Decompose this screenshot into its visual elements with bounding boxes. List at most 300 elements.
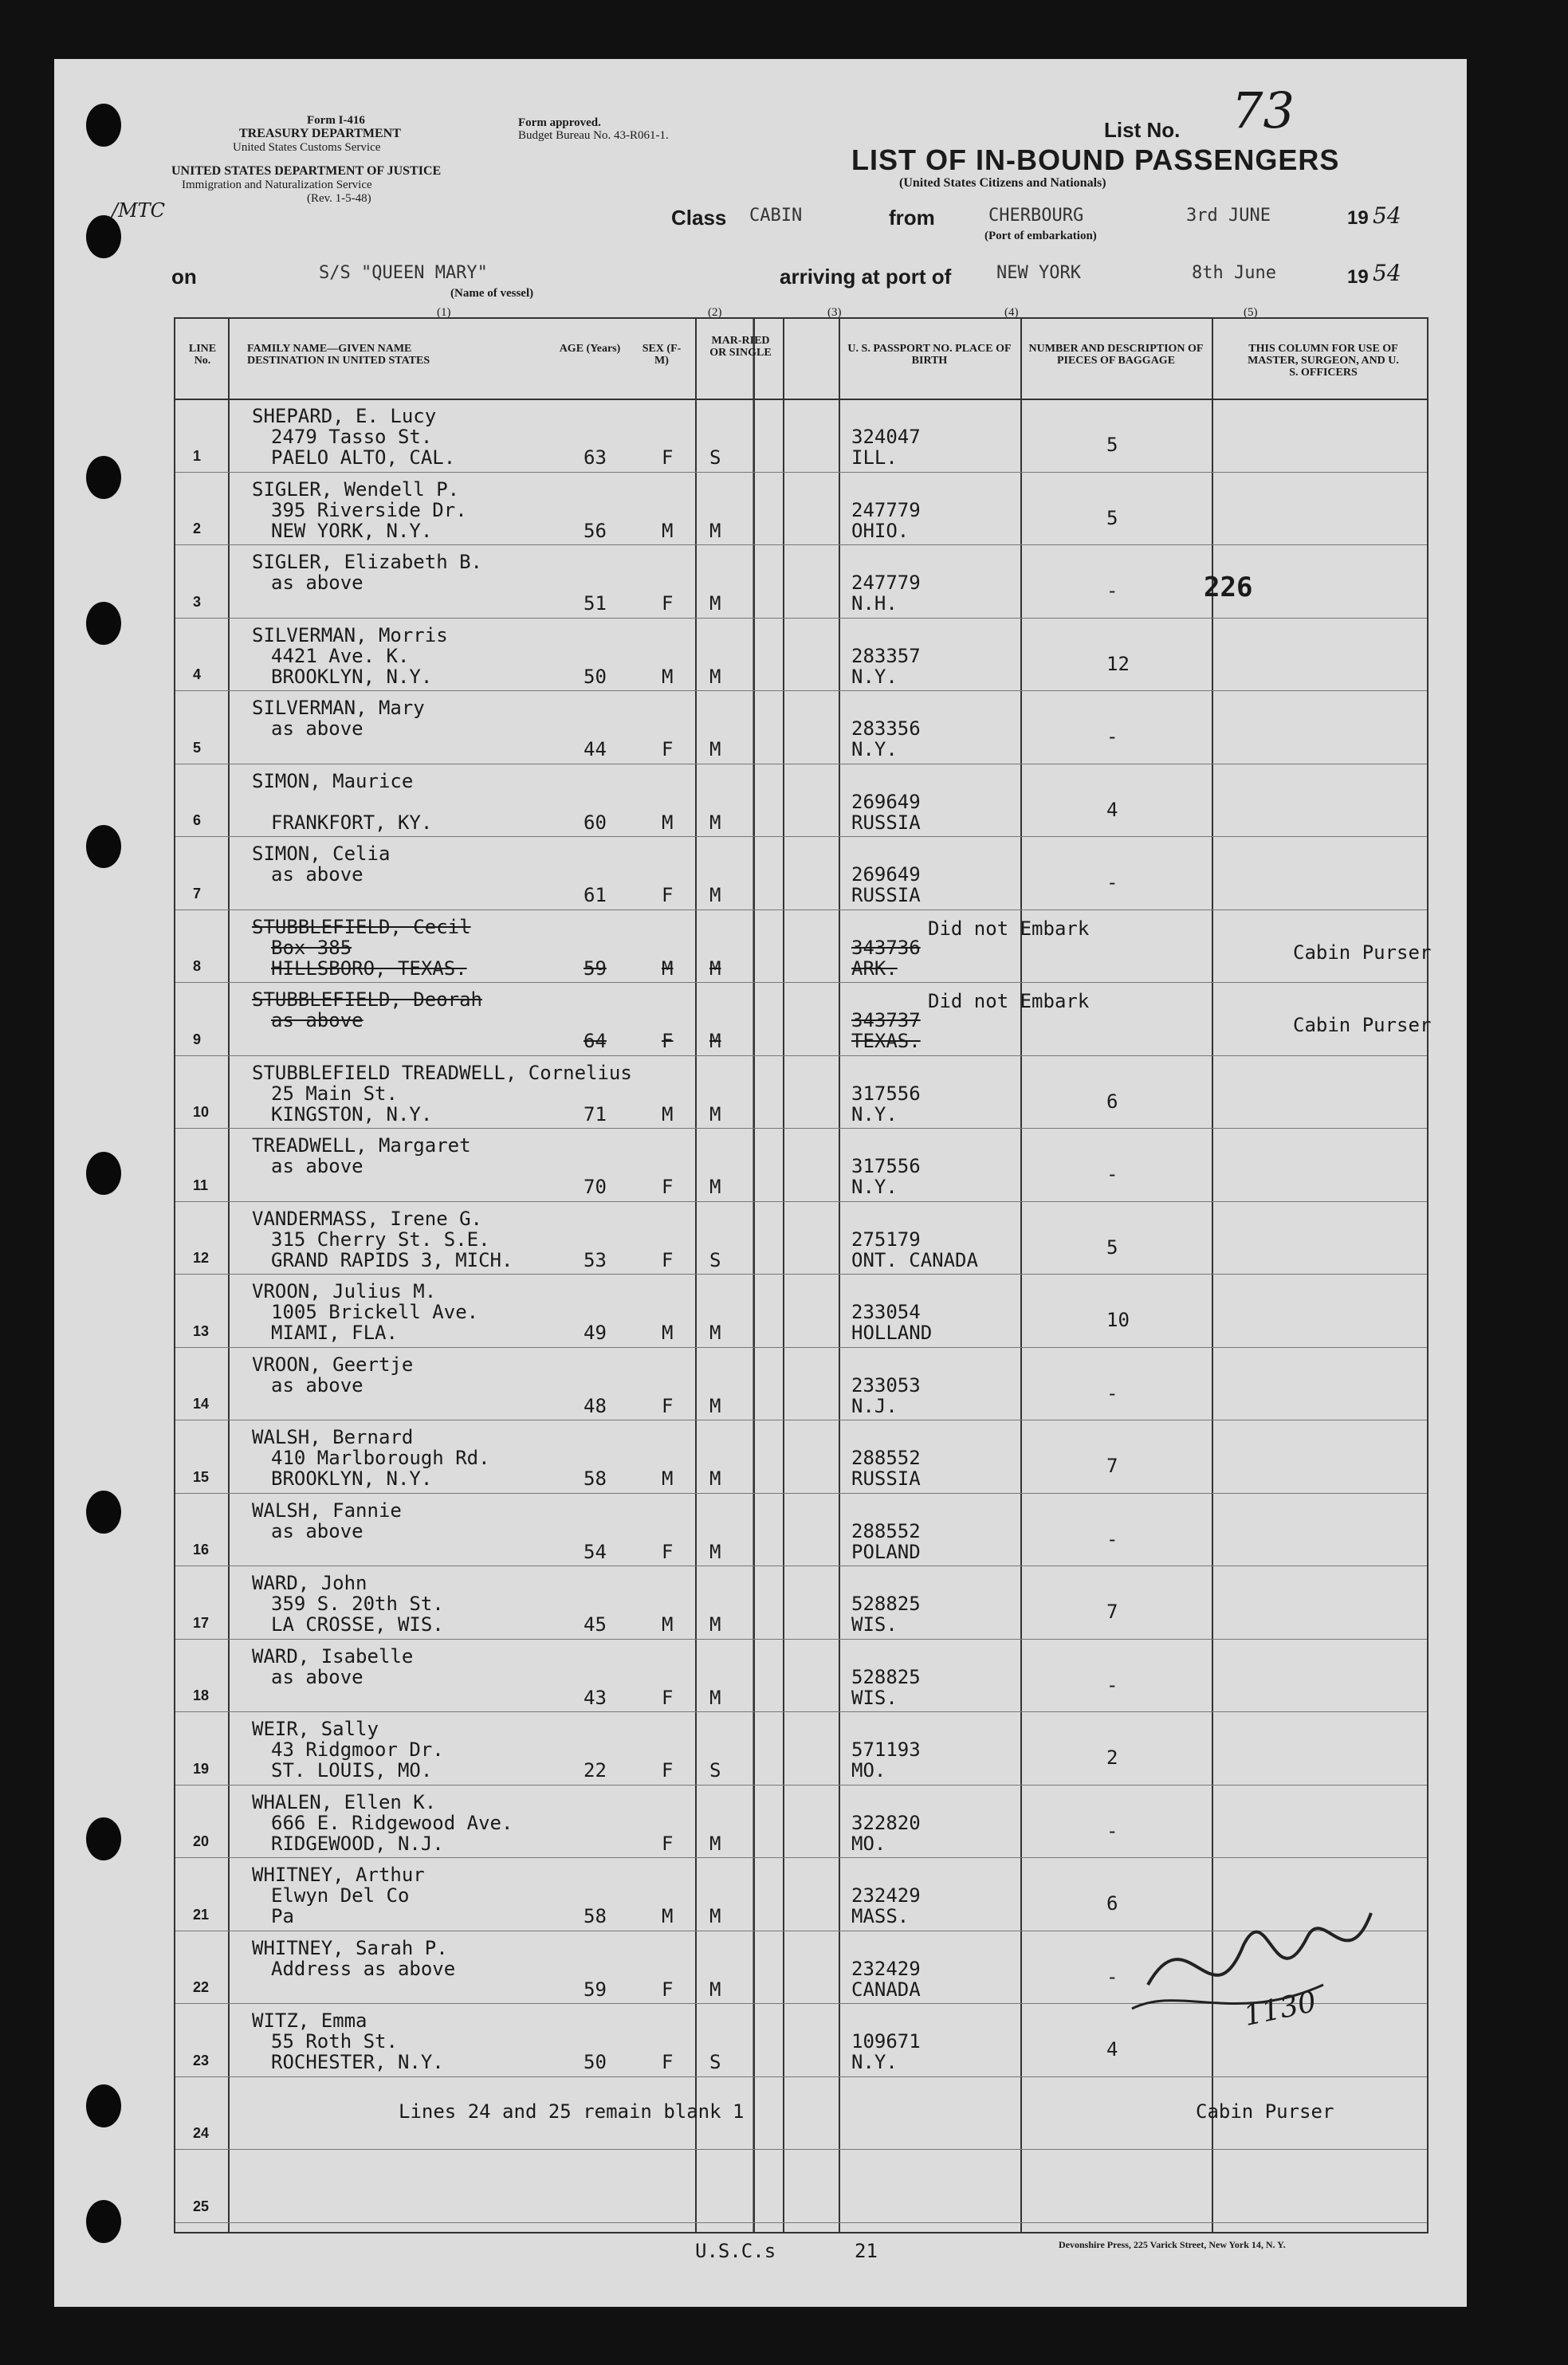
passport-number: 343737	[851, 1009, 921, 1031]
sex: F	[662, 1759, 674, 1782]
place-of-birth: CANADA	[851, 1978, 921, 2001]
table-row	[175, 618, 1427, 692]
sex: F	[662, 738, 674, 760]
vessel-name: S/S "QUEEN MARY"	[319, 263, 488, 283]
age: 60	[584, 811, 607, 834]
baggage-count: -	[1106, 1965, 1118, 1988]
marital-status: M	[709, 665, 721, 688]
address-line-1: Box 385	[271, 936, 352, 959]
address-line-1: as above	[271, 717, 364, 740]
line-number: 18	[193, 1687, 210, 1703]
sex: M	[662, 1905, 674, 1927]
address-line-2: KINGSTON, N.Y.	[271, 1102, 433, 1126]
table-row	[175, 472, 1427, 546]
baggage-count: 7	[1106, 1455, 1118, 1477]
col-header-married: MAR-RIED OR SINGLE	[709, 335, 772, 359]
list-number: 73	[1232, 81, 1295, 139]
line-number: 4	[193, 666, 202, 682]
place-of-birth: N.Y.	[851, 1102, 898, 1126]
binder-hole	[86, 215, 121, 258]
passenger-name: SIMON, Celia	[252, 843, 391, 865]
address-line-1: as above	[271, 1009, 364, 1031]
passenger-name: STUBBLEFIELD, Deorah	[252, 988, 482, 1011]
marital-status: M	[709, 519, 721, 542]
ins-service: Immigration and Naturalization Service	[182, 179, 372, 191]
passport-number: 232429	[851, 1884, 921, 1907]
sex: F	[662, 1832, 674, 1855]
col-header-age: AGE (Years)	[559, 343, 621, 355]
list-number-label: List No.	[1104, 118, 1181, 142]
arriving-label: arriving at port of	[780, 265, 952, 289]
binder-hole	[86, 104, 121, 147]
page-subtitle: (United States Citizens and Nationals)	[899, 176, 1106, 190]
baggage-count: -	[1106, 579, 1118, 602]
marital-status: M	[709, 1832, 721, 1855]
address-line-1: as above	[271, 863, 364, 886]
passenger-name: SILVERMAN, Mary	[252, 697, 425, 719]
table-row	[175, 1420, 1427, 1494]
age: 70	[584, 1176, 607, 1198]
marital-status: M	[709, 1978, 721, 2001]
age: 44	[584, 738, 607, 760]
passport-number: 283357	[851, 644, 921, 667]
sex: M	[662, 519, 674, 542]
address-line-1: 4421 Ave. K.	[271, 644, 410, 667]
sex: F	[662, 592, 674, 615]
table-row	[175, 1566, 1427, 1640]
age: 63	[584, 446, 607, 469]
table-row	[175, 1055, 1427, 1129]
baggage-count: -	[1106, 1673, 1118, 1696]
passport-number: 322820	[851, 1811, 921, 1834]
sex: F	[662, 884, 674, 906]
col-number-4: (4)	[1004, 306, 1019, 319]
passport-number: 571193	[851, 1738, 921, 1761]
table-row	[175, 544, 1427, 619]
passenger-name: WHITNEY, Arthur	[252, 1864, 425, 1886]
place-of-birth: ONT. CANADA	[851, 1248, 978, 1271]
passport-number: 233053	[851, 1373, 921, 1397]
address-line-1: 395 Riverside Dr.	[271, 498, 467, 521]
sex: M	[662, 1467, 674, 1490]
address-line-1: as above	[271, 1155, 364, 1177]
passport-number: 317556	[851, 1155, 921, 1177]
table-row	[175, 399, 1427, 473]
passport-number: 283356	[851, 717, 921, 740]
age: 59	[584, 1978, 607, 2001]
address-line-1: 410 Marlborough Rd.	[271, 1447, 490, 1469]
passport-number: 247779	[851, 572, 921, 594]
sex: M	[662, 957, 674, 980]
class-value: CABIN	[749, 206, 803, 226]
passenger-name: STUBBLEFIELD TREADWELL, Cornelius	[252, 1061, 632, 1084]
line-number: 2	[193, 521, 202, 536]
sex: M	[662, 1102, 674, 1126]
table-row	[175, 1785, 1427, 1859]
passport-number: 288552	[851, 1519, 921, 1542]
address-line-1: 43 Ridgmoor Dr.	[271, 1738, 444, 1761]
signature-scribble	[1116, 1865, 1419, 2041]
age: 58	[584, 1905, 607, 1927]
passenger-name: WARD, Isabelle	[252, 1644, 414, 1668]
baggage-count: -	[1106, 871, 1118, 894]
table-row	[175, 1201, 1427, 1275]
baggage-count: 2	[1106, 1746, 1118, 1769]
passenger-name: WALSH, Fannie	[252, 1499, 402, 1522]
age: 59	[584, 957, 607, 980]
baggage-note: Did not Embark	[928, 917, 1090, 940]
passenger-name: WALSH, Bernard	[252, 1426, 414, 1448]
address-line-2: BROOKLYN, N.Y.	[271, 665, 433, 688]
marital-status: M	[709, 1905, 721, 1927]
passenger-name: SIGLER, Elizabeth B.	[252, 551, 482, 573]
officer-note: 226	[1204, 572, 1253, 603]
baggage-count: -	[1106, 1527, 1118, 1550]
binder-hole	[86, 2200, 121, 2243]
address-line-2: RIDGEWOOD, N.J.	[271, 1832, 444, 1855]
table-row	[175, 1347, 1427, 1421]
binder-hole	[86, 602, 121, 645]
place-of-birth: WIS.	[851, 1613, 898, 1636]
from-label: from	[889, 206, 935, 230]
address-line-2: ROCHESTER, N.Y.	[271, 2051, 444, 2073]
arrival-date: 8th June	[1192, 263, 1276, 283]
line-number: 10	[193, 1104, 210, 1120]
table-row	[175, 1128, 1427, 1202]
place-of-birth: MO.	[851, 1832, 886, 1855]
line-number: 20	[193, 1833, 210, 1849]
mtc-mark: /MTC	[112, 199, 166, 222]
passenger-name: SHEPARD, E. Lucy	[252, 405, 437, 427]
sex: F	[662, 1248, 674, 1271]
line-number: 16	[193, 1542, 210, 1558]
passport-number: 343736	[851, 936, 921, 959]
col-header-baggage: NUMBER AND DESCRIPTION OF PIECES OF BAGGAGE	[1028, 343, 1204, 367]
col-number-3: (3)	[827, 306, 842, 319]
age: 43	[584, 1686, 607, 1709]
passport-number: 288552	[851, 1447, 921, 1469]
age: 50	[584, 2051, 607, 2073]
address-line-2: HILLSBORO, TEXAS.	[271, 957, 467, 980]
address-line-2: ST. LOUIS, MO.	[271, 1759, 433, 1782]
customs-service: United States Customs Service	[233, 141, 381, 154]
place-of-birth: ARK.	[851, 957, 898, 980]
from-value: CHERBOURG	[988, 206, 1084, 226]
marital-status: M	[709, 957, 721, 980]
age: 51	[584, 592, 607, 615]
col-header-name: FAMILY NAME—GIVEN NAME DESTINATION IN UNITED STATES	[247, 343, 430, 367]
address-line-1: 359 S. 20th St.	[271, 1593, 444, 1615]
footer-page-number: 21	[855, 2240, 878, 2262]
treasury-dept: TREASURY DEPARTMENT	[239, 127, 401, 140]
age: 58	[584, 1467, 607, 1490]
passport-number: 317556	[851, 1082, 921, 1105]
passenger-name: WHALEN, Ellen K.	[252, 1790, 437, 1813]
marital-status: M	[709, 1613, 721, 1636]
sex: F	[662, 446, 674, 469]
departure-year-prefix: 19	[1347, 207, 1369, 229]
baggage-note: Did not Embark	[928, 990, 1090, 1012]
marital-status: M	[709, 1102, 721, 1126]
marital-status: M	[709, 1030, 721, 1052]
line-number: 13	[193, 1322, 210, 1339]
table-row	[175, 2149, 1427, 2223]
sex: F	[662, 2051, 674, 2073]
address-line-2: BROOKLYN, N.Y.	[271, 1467, 433, 1490]
baggage-count: 5	[1106, 1236, 1118, 1259]
baggage-count: -	[1106, 1819, 1118, 1842]
marital-status: M	[709, 738, 721, 760]
baggage-count: 12	[1106, 652, 1130, 675]
marital-status: M	[709, 592, 721, 615]
passenger-name: SILVERMAN, Morris	[252, 623, 448, 646]
address-line-1: 55 Roth St.	[271, 2030, 398, 2053]
place-of-birth: N.Y.	[851, 665, 898, 688]
address-line-2: Pa	[271, 1905, 294, 1927]
table-row	[175, 690, 1427, 764]
officer-note: Cabin Purser	[1293, 1014, 1432, 1036]
place-of-birth: N.H.	[851, 592, 898, 615]
line-number: 8	[193, 958, 202, 974]
passenger-name: WEIR, Sally	[252, 1718, 379, 1740]
place-of-birth: TEXAS.	[851, 1030, 921, 1052]
marital-status: S	[709, 2051, 721, 2073]
arrival-year-prefix: 19	[1347, 266, 1369, 288]
line-number: 9	[193, 1031, 202, 1047]
address-line-1: Address as above	[271, 1957, 456, 1980]
passenger-name: SIMON, Maurice	[252, 769, 414, 792]
marital-status: M	[709, 811, 721, 834]
address-line-1: as above	[271, 1373, 364, 1397]
line-number: 23	[193, 2052, 210, 2068]
justice-dept: UNITED STATES DEPARTMENT OF JUSTICE	[171, 164, 442, 178]
passenger-name: TREADWELL, Margaret	[252, 1134, 471, 1157]
sex: M	[662, 665, 674, 688]
line-number: 19	[193, 1760, 210, 1777]
address-line-2: MIAMI, FLA.	[271, 1322, 398, 1344]
officer-note: Cabin Purser	[1196, 2100, 1334, 2123]
passenger-name: STUBBLEFIELD, Cecil	[252, 915, 471, 938]
passenger-name: SIGLER, Wendell P.	[252, 477, 460, 501]
binder-hole	[86, 825, 121, 868]
passport-number: 109671	[851, 2030, 921, 2053]
address-line-1: 666 E. Ridgewood Ave.	[271, 1811, 513, 1834]
line-number: 6	[193, 812, 202, 828]
form-number: Form I-416	[307, 114, 365, 127]
place-of-birth: HOLLAND	[851, 1322, 933, 1344]
page-title: LIST OF IN-BOUND PASSENGERS	[851, 143, 1340, 176]
port-caption: (Port of embarkation)	[984, 230, 1097, 242]
binder-hole	[86, 1152, 121, 1195]
line-number: 1	[193, 447, 202, 464]
age: 53	[584, 1248, 607, 1271]
address-line-2: LA CROSSE, WIS.	[271, 1613, 444, 1636]
line-number: 22	[193, 1979, 210, 1995]
marital-status: M	[709, 1322, 721, 1344]
footer-printer: Devonshire Press, 225 Varick Street, New York 14, N. Y.	[1059, 2239, 1286, 2250]
departure-year: 54	[1373, 202, 1401, 229]
line-number: 15	[193, 1468, 210, 1485]
line-number: 7	[193, 885, 202, 902]
class-label: Class	[671, 206, 727, 230]
age: 56	[584, 519, 607, 542]
col-header-officers: THIS COLUMN FOR USE OF MASTER, SURGEON, AND U. S. OFFICERS	[1248, 343, 1399, 379]
sex: M	[662, 1322, 674, 1344]
address-line-1: Elwyn Del Co	[271, 1884, 410, 1907]
marital-status: S	[709, 446, 721, 469]
binder-hole	[86, 1817, 121, 1860]
marital-status: S	[709, 1248, 721, 1271]
age: 49	[584, 1322, 607, 1344]
baggage-count: 6	[1106, 1892, 1118, 1915]
table-row	[175, 982, 1432, 1056]
baggage-count: 5	[1106, 434, 1118, 456]
passport-number: 269649	[851, 790, 921, 813]
footer-uscs: U.S.C.s	[695, 2240, 776, 2262]
line-number: 11	[193, 1177, 209, 1193]
address-line-1: as above	[271, 572, 364, 594]
baggage-count: 4	[1106, 798, 1118, 821]
address-line-1: as above	[271, 1519, 364, 1542]
sex: M	[662, 811, 674, 834]
sex: F	[662, 1030, 674, 1052]
address-line-1: 1005 Brickell Ave.	[271, 1301, 479, 1323]
line-number: 14	[193, 1396, 210, 1412]
baggage-count: 7	[1106, 1601, 1118, 1623]
passenger-name: WITZ, Emma	[252, 2009, 367, 2032]
address-line-2: GRAND RAPIDS 3, MICH.	[271, 1248, 513, 1271]
sex: F	[662, 1686, 674, 1709]
line-number: 12	[193, 1250, 210, 1266]
age: 71	[584, 1102, 607, 1126]
arrival-year: 54	[1373, 260, 1401, 286]
age: 50	[584, 665, 607, 688]
arrival-port: NEW YORK	[996, 263, 1081, 283]
passport-number: 233054	[851, 1301, 921, 1323]
form-approved: Form approved.	[518, 116, 601, 129]
sex: F	[662, 1978, 674, 2001]
binder-hole	[86, 1491, 121, 1534]
departure-date: 3rd JUNE	[1186, 206, 1271, 226]
col-number-2: (2)	[708, 306, 722, 319]
age: 45	[584, 1613, 607, 1636]
sex: F	[662, 1540, 674, 1563]
place-of-birth: OHIO.	[851, 519, 910, 542]
table-row	[175, 1639, 1427, 1713]
marital-status: M	[709, 1394, 721, 1417]
line-number: 17	[193, 1614, 210, 1631]
passport-number: 247779	[851, 498, 921, 521]
place-of-birth: MO.	[851, 1759, 886, 1782]
line-number: 25	[193, 2198, 210, 2214]
table-row	[175, 909, 1432, 984]
passport-number: 232429	[851, 1957, 921, 1980]
place-of-birth: RUSSIA	[851, 884, 921, 906]
passenger-name: VROON, Julius M.	[252, 1280, 437, 1302]
marital-status: M	[709, 1467, 721, 1490]
passenger-name: VANDERMASS, Irene G.	[252, 1207, 482, 1230]
passport-number: 275179	[851, 1228, 921, 1251]
on-label: on	[171, 265, 197, 289]
col-header-passport: U. S. PASSPORT NO. PLACE OF BIRTH	[847, 343, 1012, 367]
age: 48	[584, 1394, 607, 1417]
line-number: 3	[193, 593, 202, 610]
baggage-count: 6	[1106, 1090, 1118, 1113]
vessel-caption: (Name of vessel)	[450, 287, 534, 300]
place-of-birth: N.Y.	[851, 1176, 898, 1198]
budget-bureau: Budget Bureau No. 43-R061-1.	[518, 129, 669, 142]
line-number: 24	[193, 2125, 210, 2141]
age: 54	[584, 1540, 607, 1563]
sex: M	[662, 1613, 674, 1636]
col-number-5: (5)	[1244, 306, 1258, 319]
table-row	[175, 1274, 1427, 1348]
baggage-count: -	[1106, 725, 1118, 748]
address-line-1: 25 Main St.	[271, 1082, 398, 1105]
address-line-1: as above	[271, 1665, 364, 1688]
place-of-birth: POLAND	[851, 1540, 921, 1563]
baggage-count: -	[1106, 1381, 1118, 1404]
sex: F	[662, 1394, 674, 1417]
place-of-birth: MASS.	[851, 1905, 910, 1927]
address-line-2: PAELO ALTO, CAL.	[271, 446, 456, 469]
address-line-2: NEW YORK, N.Y.	[271, 519, 433, 542]
place-of-birth: N.Y.	[851, 2051, 898, 2073]
marital-status: M	[709, 1176, 721, 1198]
baggage-count: 10	[1106, 1309, 1130, 1331]
place-of-birth: N.J.	[851, 1394, 898, 1417]
sex: F	[662, 1176, 674, 1198]
address-line-1: 315 Cherry St. S.E.	[271, 1228, 490, 1251]
passenger-name: Lines 24 and 25 remain blank 1	[399, 2100, 745, 2123]
passport-number: 528825	[851, 1665, 921, 1688]
age: 22	[584, 1759, 607, 1782]
table-row	[175, 764, 1427, 838]
place-of-birth: WIS.	[851, 1686, 898, 1709]
table-row	[175, 2076, 1427, 2151]
place-of-birth: ILL.	[851, 446, 898, 469]
officer-initials: 1130	[1240, 1985, 1319, 2033]
marital-status: S	[709, 1759, 721, 1782]
age: 64	[584, 1030, 607, 1052]
passenger-name: VROON, Geertje	[252, 1353, 414, 1376]
table-row	[175, 1493, 1427, 1567]
binder-hole	[86, 456, 121, 499]
baggage-count: -	[1106, 1163, 1118, 1185]
address-line-1: 2479 Tasso St.	[271, 426, 433, 448]
passenger-name: WARD, John	[252, 1572, 367, 1594]
place-of-birth: N.Y.	[851, 738, 898, 760]
line-number: 21	[193, 1906, 210, 1923]
marital-status: M	[709, 1540, 721, 1563]
passport-number: 528825	[851, 1593, 921, 1615]
place-of-birth: RUSSIA	[851, 1467, 921, 1490]
baggage-count: 5	[1106, 506, 1118, 529]
passport-number: 324047	[851, 426, 921, 448]
place-of-birth: RUSSIA	[851, 811, 921, 834]
passenger-name: WHITNEY, Sarah P.	[252, 1936, 448, 1959]
address-line-2: FRANKFORT, KY.	[271, 811, 433, 834]
marital-status: M	[709, 1686, 721, 1709]
line-number: 5	[193, 739, 202, 756]
marital-status: M	[709, 884, 721, 906]
col-number-1: (1)	[437, 306, 451, 319]
col-header-line: LINE No.	[188, 343, 217, 367]
table-row	[175, 836, 1427, 910]
baggage-count: 4	[1106, 2038, 1118, 2061]
officer-note: Cabin Purser	[1293, 941, 1432, 964]
passport-number: 269649	[851, 863, 921, 886]
